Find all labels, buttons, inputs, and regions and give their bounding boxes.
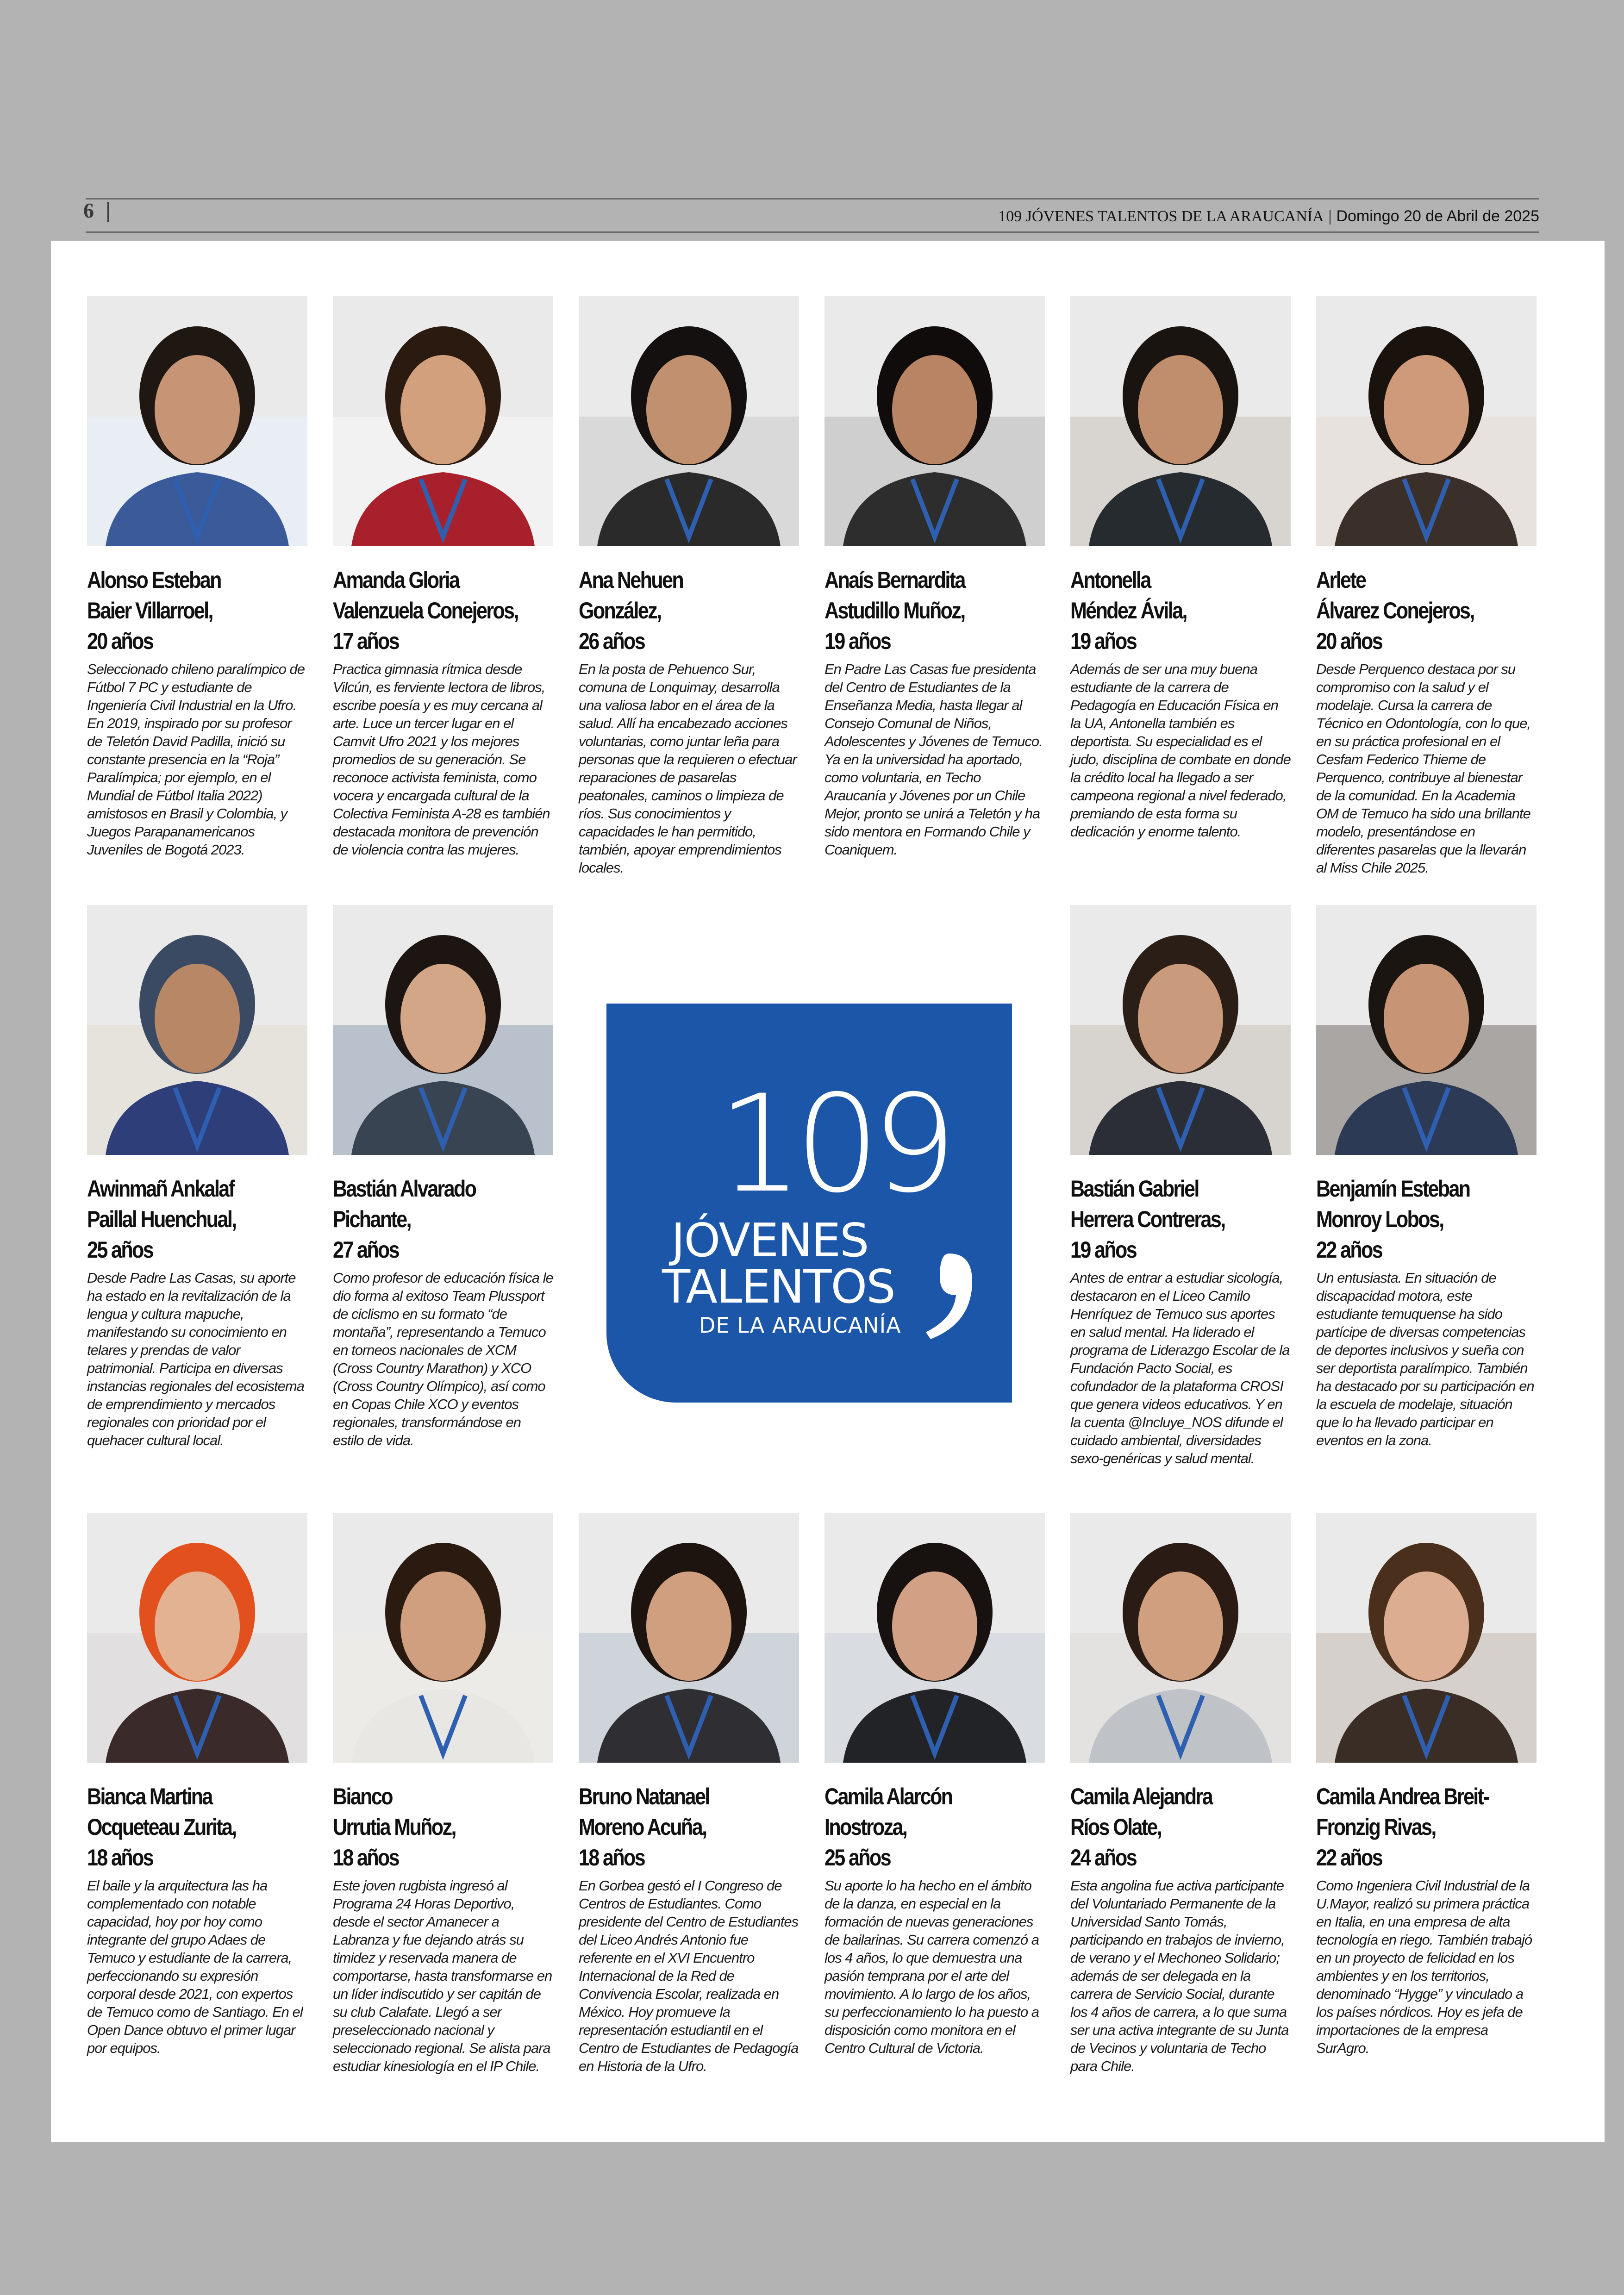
profile-age: 25 años <box>824 1845 891 1871</box>
portrait-image <box>824 1513 1045 1763</box>
profile-name-line-2: Méndez Ávila, <box>1070 598 1187 624</box>
profile-bio: En la posta de Pehuenco Sur, comuna de Lonquimay, desarrolla una valiosa labor en el área de la salud. Allí ha encabezado acciones voluntarias, como juntar leña para personas que la requieren o efectuar reparaciones de pasarelas peatonales, caminos o limpieza de ríos. Sus conocimientos y capacidades le han permitido, también, apoyar emprendimientos locales. <box>579 661 797 876</box>
profile-photo <box>1070 905 1291 1155</box>
portrait-image <box>1316 1513 1537 1763</box>
profile-bio: Como Ingeniera Civil Industrial de la U.Mayor, realizó su primera práctica en Italia, en una empresa de alta tecnología en riego. También trabajó en un proyecto de felicidad en los ambientes y en los territorios, denominado “Hygge” y vinculado a los países nórdicos. Hoy es jefa de importaciones de la empresa SurAgro. <box>1316 1877 1532 2056</box>
profile-bio: Antes de entrar a estudiar sicología, destacaron en el Liceo Camilo Henríquez de Temuco sus aportes en salud mental. Ha liderado el programa de Liderazgo Escolar de la Fundación Pacto Social, es cofundador de la plataforma CROSI que genera videos educativos. Y en la cuenta @Incluye_NOS difunde el cuidado ambiental, diversidades sexo-genéricas y salud mental. <box>1070 1270 1290 1466</box>
profile-bio: Además de ser una muy buena estudiante de la carrera de Pedagogía en Educación Física en la UA, Antonella también es deportista. Su especialidad es el judo, disciplina de combate en donde la crédito local ha llegado a ser campeona regional a nivel federado, premiando de esta forma su dedicación y enorme talento. <box>1070 661 1291 840</box>
header-separator: | <box>1328 208 1332 225</box>
profile-name <box>87 565 310 626</box>
profile-photo <box>1070 296 1291 546</box>
profile-name-line-1: Camila Alarcón <box>824 1784 952 1809</box>
profile-age: 25 años <box>87 1237 153 1263</box>
profile-name <box>1070 1173 1293 1235</box>
profile-card-3 <box>579 296 799 877</box>
profile-name-line-1: Bastián Alvarado <box>333 1176 476 1202</box>
profile-bio: En Gorbea gestó el I Congreso de Centros de Estudiantes. Como presidente del Centro de Estudiantes del Liceo Andrés Antonio fue referente en el XVI Encuentro Internacional de la Red de Convivencia Escolar, realizada en México. Hoy promueve la representación estudiantil en el Centro de Estudiantes de Pedagogía en Historia de la Ufro. <box>579 1877 799 2074</box>
profile-name-line-1: Camila Alejandra <box>1070 1784 1212 1809</box>
profile-age: 19 años <box>1070 628 1137 654</box>
profile-card-11 <box>87 1513 307 2057</box>
profile-photo <box>824 296 1045 546</box>
profile-name-line-2: Inostroza, <box>824 1814 907 1840</box>
brand-logo <box>606 1004 1012 1403</box>
profile-name <box>1316 565 1539 626</box>
profile-name-line-1: Bianco <box>333 1784 392 1809</box>
profile-name <box>1070 565 1293 626</box>
profile-photo <box>1316 905 1537 1155</box>
profile-photo <box>333 296 553 546</box>
page-number-separator <box>107 202 109 222</box>
profile-photo <box>87 1513 307 1763</box>
profile-name <box>87 1173 310 1235</box>
portrait-image <box>1070 1513 1291 1763</box>
profile-name <box>1316 1173 1539 1235</box>
profile-card-7 <box>87 905 307 1449</box>
profile-name-line-1: Arlete <box>1316 567 1366 593</box>
profile-card-10 <box>1316 905 1537 1449</box>
profile-age: 22 años <box>1316 1845 1382 1871</box>
profile-bio: Su aporte lo ha hecho en el ámbito de la danza, en especial en la formación de nuevas generaciones de bailarinas. Su carrera comenzó a los 4 años, lo que demuestra una pasión temprana por el arte del movimiento. A lo largo de los años, su perfeccionamiento lo ha puesto a disposición como monitora en el Centro Cultural de Victoria. <box>824 1877 1039 2056</box>
profile-bio: Como profesor de educación física le dio forma al exitoso Team Plussport de ciclismo en su formato “de montaña”, representando a Temuco en torneos nacionales de XCM (Cross Country Marathon) y XCO (Cross Country Olímpico), así como en Copas Chile XCO y eventos regionales, transformándose en estilo de vida. <box>333 1270 553 1448</box>
profile-name-line-2: González, <box>579 598 661 624</box>
profile-age: 17 años <box>333 628 399 654</box>
profile-name <box>333 1781 556 1842</box>
profile-photo <box>824 1513 1045 1763</box>
profile-name <box>579 565 802 626</box>
profile-name <box>87 1781 310 1842</box>
profile-name-line-2: Fronzig Rivas, <box>1316 1814 1436 1840</box>
profile-age: 24 años <box>1070 1845 1137 1871</box>
profile-bio: Este joven rugbista ingresó al Programa 24 Horas Deportivo, desde el sector Amanecer a Labranza y fue dejando atrás su timidez y reservada manera de comportarse, hasta transformarse en un líder indiscutido y ser capitán de su club Calafate. Llegó a ser preseleccionado nacional y seleccionado regional. Se alista para estudiar kinesiología en el IP Chile. <box>333 1877 552 2074</box>
profile-card-12 <box>333 1513 553 2075</box>
profile-name-line-1: Bastián Gabriel <box>1070 1176 1199 1202</box>
profile-name-line-1: Bianca Martina <box>87 1784 212 1809</box>
portrait-image <box>1070 905 1291 1155</box>
section-title: 109 JÓVENES TALENTOS DE LA ARAUCANÍA <box>998 208 1324 225</box>
profile-name <box>579 1781 802 1842</box>
portrait-image <box>333 296 553 546</box>
profile-name-line-1: Antonella <box>1070 567 1150 593</box>
profile-name <box>824 565 1048 626</box>
profile-name-line-2: Ríos Olate, <box>1070 1814 1162 1840</box>
logo-comma-icon <box>921 1249 977 1341</box>
profile-name-line-1: Camila Andrea Breit- <box>1316 1784 1489 1809</box>
portrait-image <box>1070 296 1291 546</box>
profile-name-line-2: Moreno Acuña, <box>579 1814 706 1840</box>
profile-photo <box>333 905 553 1155</box>
issue-date: Domingo 20 de Abril de 2025 <box>1336 207 1539 225</box>
profile-age: 18 años <box>333 1845 399 1871</box>
profile-name-line-1: Anaís Bernardita <box>824 567 965 593</box>
profile-photo <box>579 296 799 546</box>
profile-photo <box>1316 1513 1537 1763</box>
profile-age: 19 años <box>824 628 891 654</box>
profile-age: 20 años <box>1316 628 1382 654</box>
profile-name-line-1: Benjamín Esteban <box>1316 1176 1470 1202</box>
profile-name-line-1: Bruno Natanael <box>579 1784 709 1809</box>
profile-photo <box>1316 296 1537 546</box>
profile-card-5 <box>1070 296 1291 841</box>
profile-name-line-2: Herrera Contreras, <box>1070 1206 1225 1232</box>
portrait-image <box>87 905 307 1155</box>
profile-name-line-1: Amanda Gloria <box>333 567 459 593</box>
profile-card-13 <box>579 1513 799 2075</box>
profile-photo <box>87 296 307 546</box>
profile-name <box>333 565 556 626</box>
profile-card-6 <box>1316 296 1537 877</box>
profile-card-1 <box>87 296 307 859</box>
profile-card-2 <box>333 296 553 859</box>
logo-line-3: DE LA ARAUCANÍA <box>699 1313 901 1338</box>
profile-name-line-2: Ocqueteau Zurita, <box>87 1814 236 1840</box>
profile-card-4 <box>824 296 1045 859</box>
profile-photo <box>1070 1513 1291 1763</box>
profile-name-line-2: Baier Villarroel, <box>87 598 212 624</box>
profile-bio: Desde Padre Las Casas, su aporte ha estado en la revitalización de la lengua y cultura mapuche, manifestando su conocimiento en telares y prendas de valor patrimonial. Participa en diversas instancias regionales del ecosistema de emprendimiento y mercados regionales con prioridad por el quehacer cultural local. <box>87 1270 304 1448</box>
profile-name <box>824 1781 1048 1842</box>
portrait-image <box>579 1513 799 1763</box>
running-header <box>998 207 1539 225</box>
profile-age: 27 años <box>333 1237 399 1263</box>
profile-name-line-2: Urrutia Muñoz, <box>333 1814 456 1840</box>
portrait-image <box>1316 296 1537 546</box>
profile-age: 18 años <box>579 1845 645 1871</box>
profile-photo <box>333 1513 553 1763</box>
profile-card-9 <box>1070 905 1291 1467</box>
profile-name <box>1070 1781 1293 1842</box>
profile-name-line-2: Monroy Lobos, <box>1316 1206 1443 1232</box>
profile-bio: Esta angolina fue activa participante del Voluntariado Permanente de la Universidad Santo Tomás, participando en trabajos de invierno, de verano y el Mechoneo Solidario; además de ser delegada en la carrera de Servicio Social, durante los 4 años de carrera, a lo que suma ser una activa integrante de su Junta de Vecinos y voluntaria de Techo para Chile. <box>1070 1877 1289 2074</box>
profile-name <box>333 1173 556 1235</box>
page-margin <box>0 0 1624 241</box>
profile-bio: En Padre Las Casas fue presidenta del Centro de Estudiantes de la Enseñanza Media, hasta llegar al Consejo Comunal de Niños, Adolescentes y Jóvenes de Temuco. Ya en la universidad ha aportado, como voluntaria, en Techo Araucanía y Jóvenes por un Chile Mejor, pronto se unirá a Teletón y ha sido mentora en Formando Chile y Coaniquem. <box>824 661 1043 858</box>
profile-name-line-1: Awinmañ Ankalaf <box>87 1176 234 1202</box>
portrait-image <box>579 296 799 546</box>
portrait-image <box>1316 905 1537 1155</box>
header-rule-bottom <box>86 231 1539 233</box>
portrait-image <box>87 296 307 546</box>
profile-bio: El baile y la arquitectura las ha complementado con notable capacidad, hoy por hoy como integrante del grupo Adaes de Temuco y estudiante de la carrera, perfeccionando su expresión corporal desde 2021, con expertos de Temuco como de Santiago. En el Open Dance obtuvo el primer lugar por equipos. <box>87 1877 303 2056</box>
logo-line-1: JÓVENES <box>671 1213 868 1267</box>
profile-age: 26 años <box>579 628 645 654</box>
profile-age: 18 años <box>87 1845 153 1871</box>
profile-bio: Un entusiasta. En situación de discapacidad motora, este estudiante temuquense ha sido partícipe de diversas competencias de deportes inclusivos y sueña con ser deportista paralímpico. También ha destacado por su participación en la escuela de modelaje, situación que lo ha llevado participar en eventos en la zona. <box>1316 1270 1534 1448</box>
profile-name-line-2: Valenzuela Conejeros, <box>333 598 518 624</box>
profile-age: 20 años <box>87 628 153 654</box>
profile-name-line-2: Álvarez Conejeros, <box>1316 598 1474 624</box>
portrait-image <box>824 296 1045 546</box>
profile-card-8 <box>333 905 553 1449</box>
portrait-image <box>333 1513 553 1763</box>
profile-photo <box>579 1513 799 1763</box>
page-number: 6 <box>83 199 94 222</box>
profile-name-line-2: Paillal Huenchual, <box>87 1206 236 1232</box>
profile-card-14 <box>824 1513 1045 2057</box>
profile-name-line-2: Astudillo Muñoz, <box>824 598 965 624</box>
profile-bio: Desde Perquenco destaca por su compromiso con la salud y el modelaje. Cursa la carrera de Técnico en Odontología, con lo que, en su práctica profesional en el Cesfam Federico Thieme de Perquenco, contribuye al bienestar de la comunidad. En la Academia OM de Temuco ha sido una brillante modelo, presentándose en diferentes pasarelas que la llevarán al Miss Chile 2025. <box>1316 661 1531 876</box>
profile-photo <box>87 905 307 1155</box>
profile-name-line-2: Pichante, <box>333 1206 411 1232</box>
portrait-image <box>87 1513 307 1763</box>
profile-age: 22 años <box>1316 1237 1382 1263</box>
profile-card-16 <box>1316 1513 1537 2057</box>
profile-name <box>1316 1781 1539 1842</box>
profile-age: 19 años <box>1070 1237 1137 1263</box>
portrait-image <box>333 905 553 1155</box>
profile-card-15 <box>1070 1513 1291 2075</box>
header-rule-top <box>86 198 1539 200</box>
profile-name-line-1: Ana Nehuen <box>579 567 683 593</box>
profile-bio: Practica gimnasia rítmica desde Vilcún, es ferviente lectora de libros, escribe poesía y es muy cercana al arte. Luce un tercer lugar en el Camvit Ufro 2021 y los mejores promedios de su generación. Se reconoce activista feminista, como vocera y encargada cultural de la Colectiva Feminista A-28 es también destacada monitora de prevención de violencia contra las mujeres. <box>333 661 550 858</box>
profile-name-line-1: Alonso Esteban <box>87 567 221 593</box>
logo-number: 109 <box>718 1066 949 1222</box>
profile-bio: Seleccionado chileno paralímpico de Fútbol 7 PC y estudiante de Ingeniería Civil Industrial en la Ufro. En 2019, inspirado por su profesor de Teletón David Padilla, inició su constante presencia en la “Roja” Paralímpica; por ejemplo, en el Mundial de Fútbol Italia 2022) amistosos en Brasil y Colombia, y Juegos Parapanamericanos Juveniles de Bogotá 2023. <box>87 661 305 858</box>
logo-line-2: TALENTOS <box>662 1260 895 1314</box>
